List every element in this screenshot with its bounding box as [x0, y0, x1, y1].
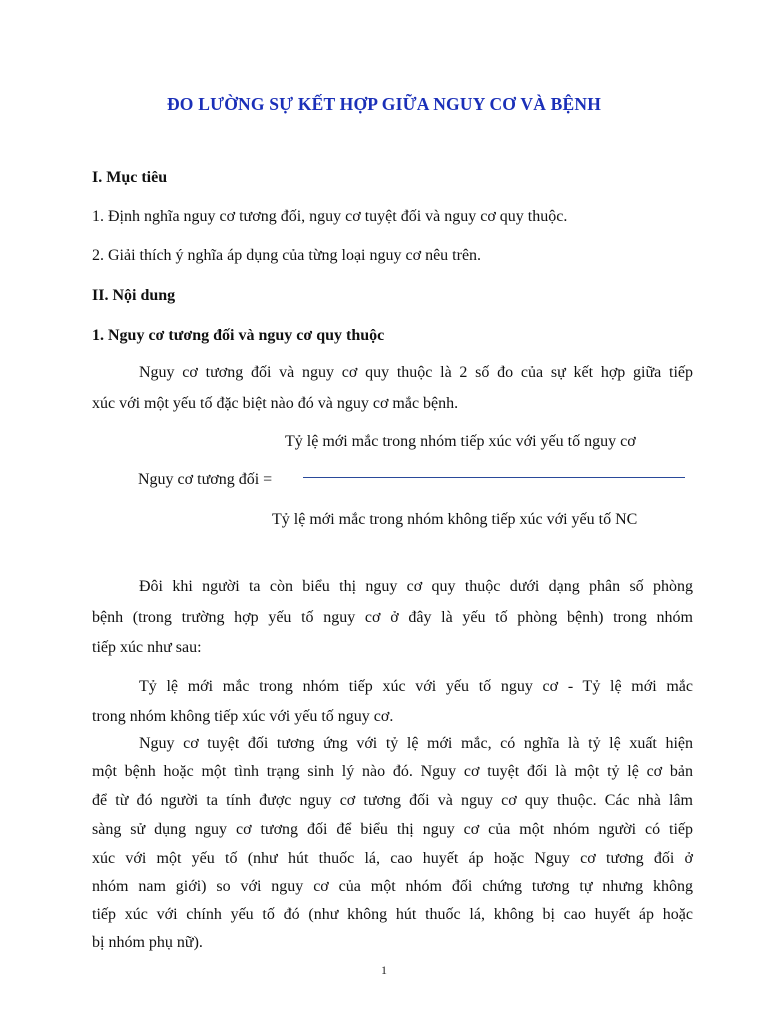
document-title: ĐO LƯỜNG SỰ KẾT HỢP GIỮA NGUY CƠ VÀ BỆNH — [166, 94, 602, 114]
formula-numerator: Tỷ lệ mới mắc trong nhóm tiếp xúc với yếu tố nguy cơ — [285, 433, 636, 450]
paragraph-line: nhóm nam giới) so với nguy cơ của một nhóm đối chứng tương tự nhưng không — [92, 878, 693, 895]
paragraph-line: xúc với một yếu tố đặc biệt nào đó và nguy cơ mắc bệnh. — [92, 395, 459, 412]
paragraph-line: bệnh (trong trường hợp yếu tố nguy cơ ở đây là yếu tố phòng bệnh) trong nhóm — [92, 609, 693, 626]
paragraph-line: xúc với một yếu tố (như hút thuốc lá, cao huyết áp hoặc Nguy cơ tương đối ở — [92, 850, 693, 867]
paragraph-line: Tỷ lệ mới mắc trong nhóm tiếp xúc với yếu tố nguy cơ - Tỷ lệ mới mắc — [139, 678, 693, 695]
formula-denominator: Tỷ lệ mới mắc trong nhóm không tiếp xúc với yếu tố NC — [272, 511, 638, 528]
paragraph-line: một bệnh hoặc một tình trạng sinh lý nào đó. Nguy cơ tuyệt đối là một tỷ lệ cơ bản — [92, 763, 693, 780]
page-number: 1 — [381, 963, 387, 977]
objective-item-1: 1. Định nghĩa nguy cơ tương đối, nguy cơ tuyệt đối và nguy cơ quy thuộc. — [92, 208, 568, 225]
section-heading-objectives: I. Mục tiêu — [92, 169, 168, 186]
paragraph-line: Nguy cơ tương đối và nguy cơ quy thuộc là 2 số đo của sự kết hợp giữa tiếp — [139, 364, 693, 381]
objective-item-2: 2. Giải thích ý nghĩa áp dụng của từng loại nguy cơ nêu trên. — [92, 247, 482, 264]
fraction-rule — [303, 477, 685, 478]
paragraph-line: để từ đó người ta tính được nguy cơ tương đối và nguy cơ quy thuộc. Các nhà lâm — [92, 792, 693, 809]
section-heading-content: II. Nội dung — [92, 287, 176, 304]
subsection-heading: 1. Nguy cơ tương đối và nguy cơ quy thuộc — [92, 327, 385, 344]
paragraph-line: bị nhóm phụ nữ). — [92, 934, 203, 951]
paragraph-line: Đôi khi người ta còn biểu thị nguy cơ quy thuộc dưới dạng phân số phòng — [139, 578, 693, 595]
formula-label: Nguy cơ tương đối = — [138, 471, 273, 488]
paragraph-line: tiếp xúc như sau: — [92, 639, 202, 656]
paragraph-line: tiếp xúc với chính yếu tố đó (như không hút thuốc lá, không bị cao huyết áp hoặc — [92, 906, 693, 923]
paragraph-line: trong nhóm không tiếp xúc với yếu tố nguy cơ. — [92, 708, 394, 725]
paragraph-line: sàng sử dụng nguy cơ tương đối để biểu thị nguy cơ của một nhóm người có tiếp — [92, 821, 693, 838]
paragraph-line: Nguy cơ tuyệt đối tương ứng với tỷ lệ mới mắc, có nghĩa là tỷ lệ xuất hiện — [139, 735, 693, 752]
